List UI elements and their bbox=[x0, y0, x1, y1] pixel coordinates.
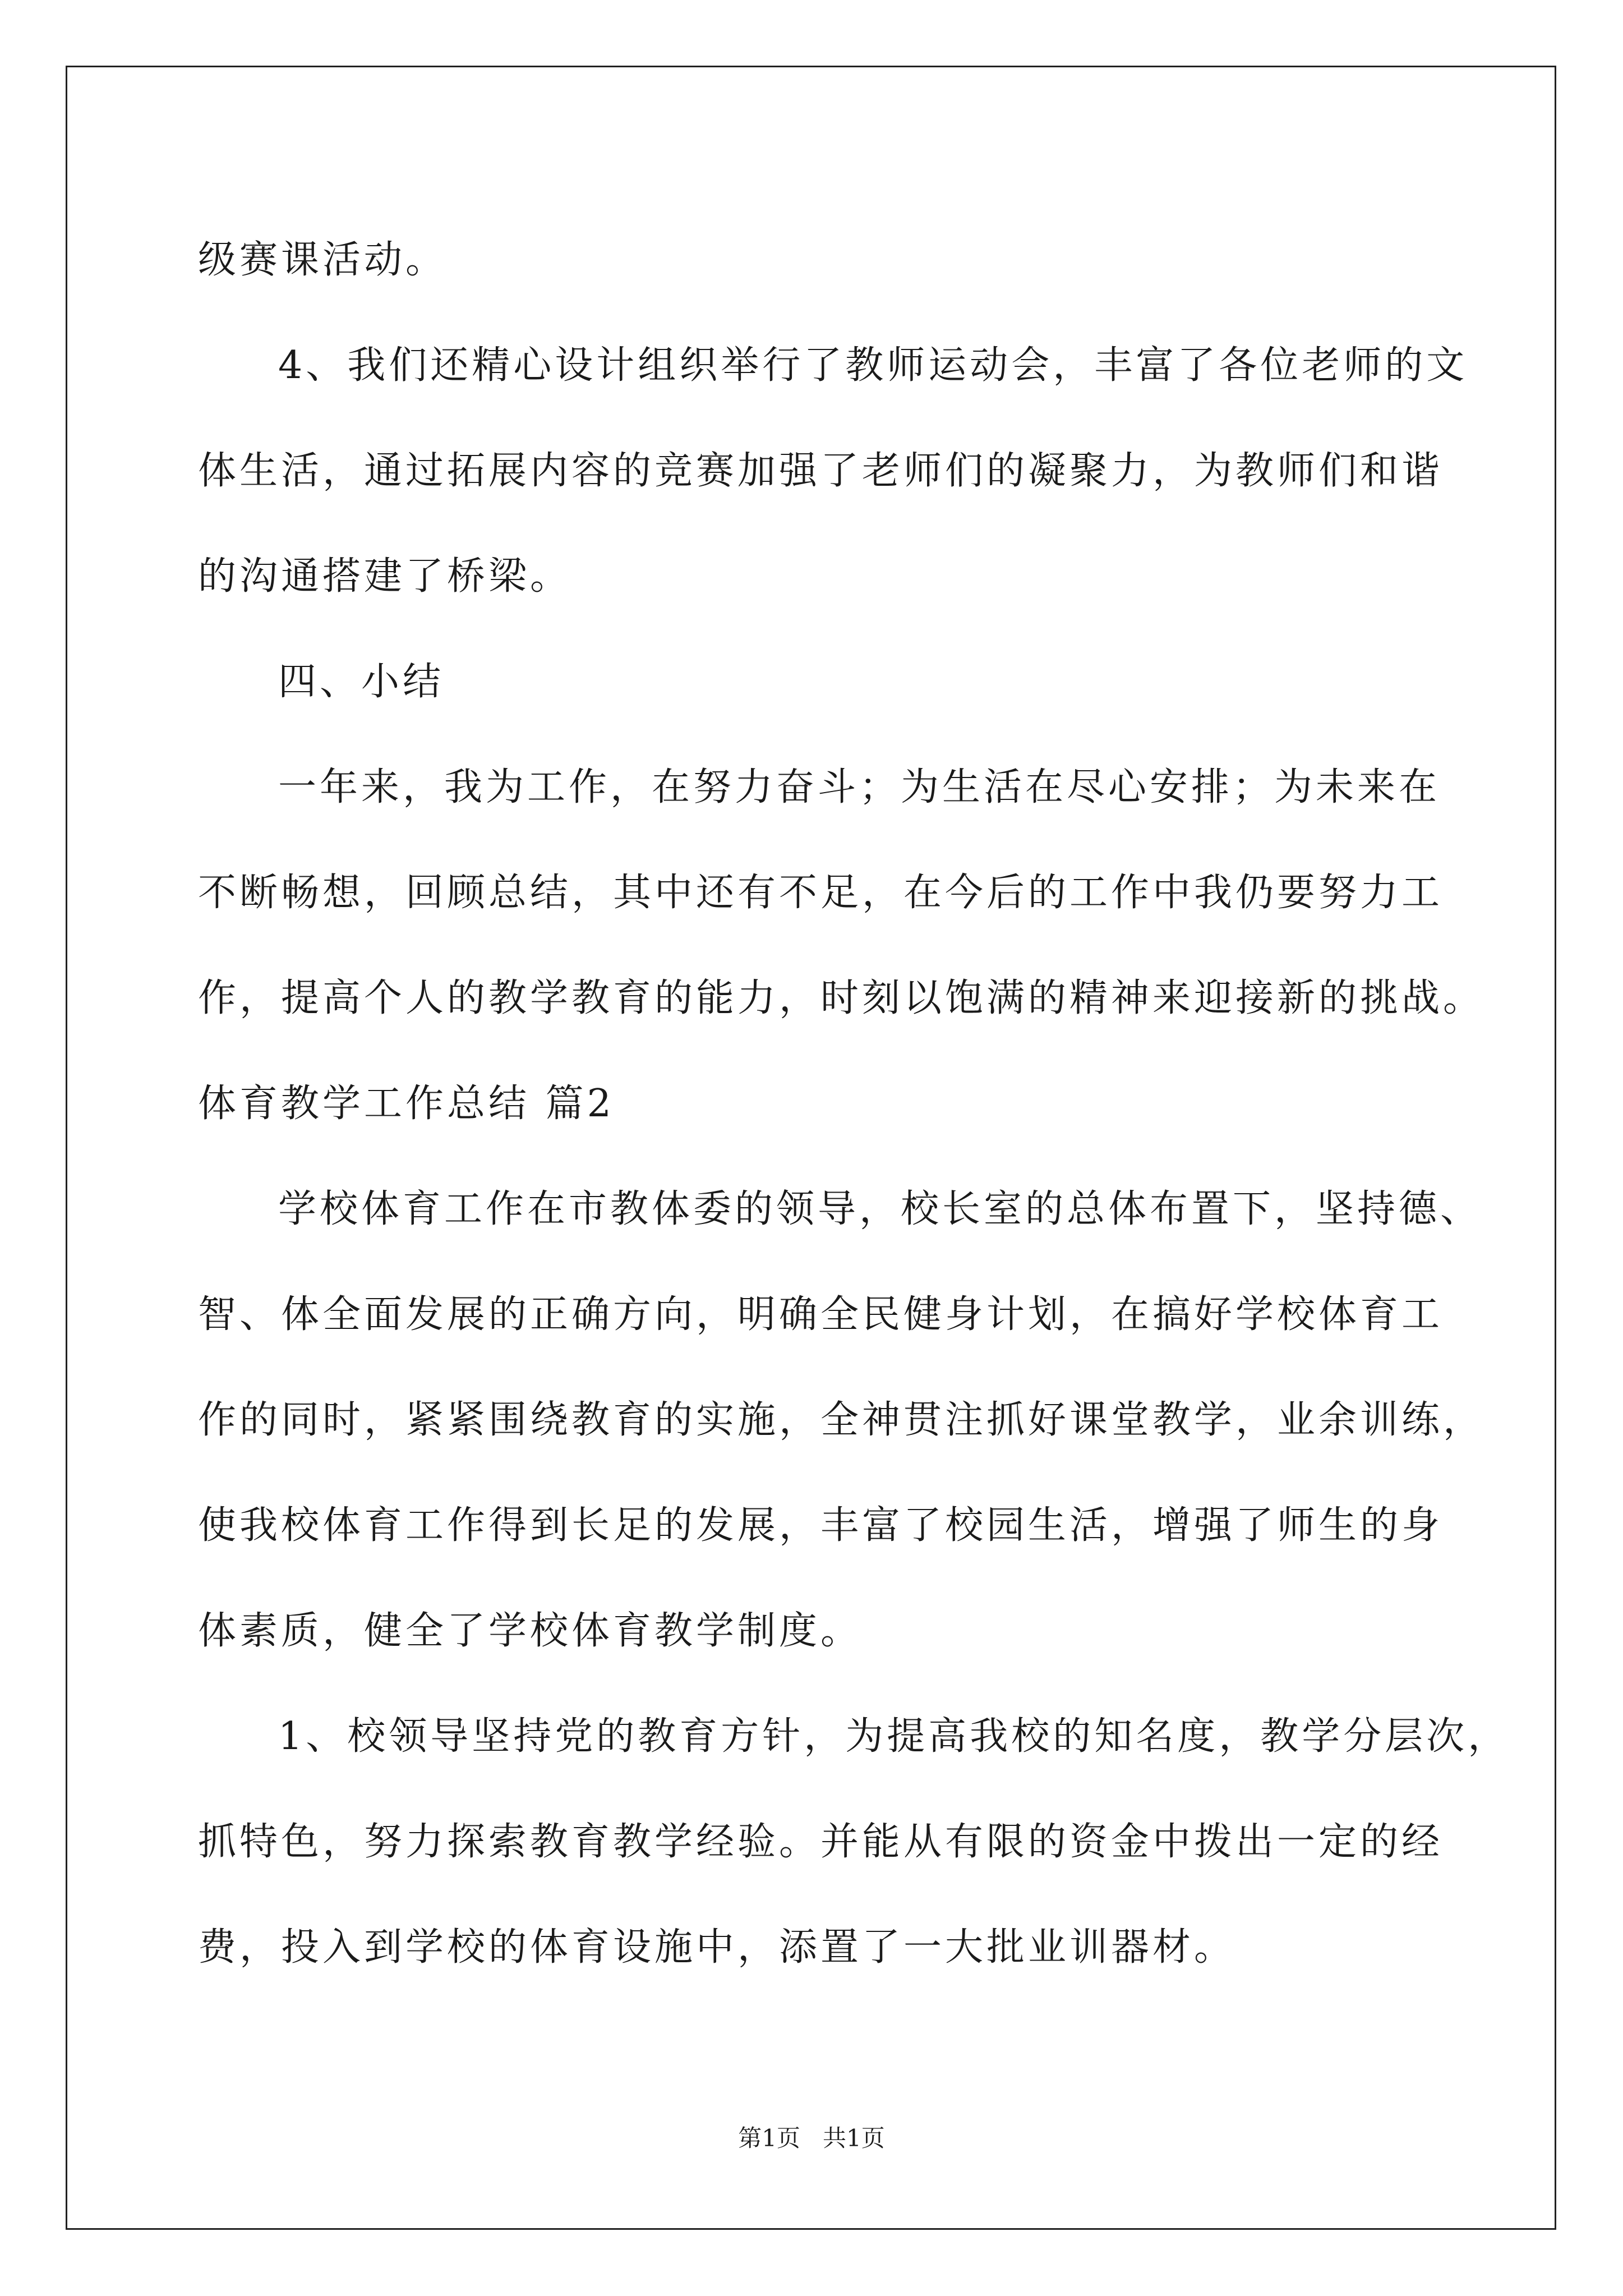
article-title: 体育教学工作总结 篇2 bbox=[198, 1082, 615, 1126]
text-line: 不断畅想，回顾总结，其中还有不足，在今后的工作中我仍要努力工 bbox=[198, 871, 1444, 915]
text-line: 作的同时，紧紧围绕教育的实施，全神贯注抓好课堂教学，业余训练， bbox=[198, 1398, 1485, 1442]
text-line: 费，投入到学校的体育设施中，添置了一大批业训器材。 bbox=[198, 1925, 1236, 1970]
text-line: 智、体全面发展的正确方向，明确全民健身计划，在搞好学校体育工 bbox=[198, 1292, 1444, 1337]
section-heading: 四、小结 bbox=[278, 660, 445, 704]
text-line: 体素质，健全了学校体育教学制度。 bbox=[198, 1609, 863, 1653]
text-line: 体生活，通过拓展内容的竞赛加强了老师们的凝聚力，为教师们和谐 bbox=[198, 449, 1444, 493]
text-line: 抓特色，努力探索教育教学经验。并能从有限的资金中拨出一定的经 bbox=[198, 1820, 1444, 1864]
text-line: 1、校领导坚持党的教育方针，为提高我校的知名度，教学分层次， bbox=[278, 1714, 1510, 1759]
text-line: 作，提高个人的教学教育的能力，时刻以饱满的精神来迎接新的挑战。 bbox=[198, 976, 1485, 1020]
text-line: 学校体育工作在市教体委的领导，校长室的总体布置下，坚持德、 bbox=[278, 1187, 1482, 1231]
page-footer: 第1页 共1页 bbox=[738, 2124, 885, 2152]
text-line: 使我校体育工作得到长足的发展，丰富了校园生活，增强了师生的身 bbox=[198, 1503, 1444, 1548]
text-line: 一年来，我为工作，在努力奋斗；为生活在尽心安排；为未来在 bbox=[278, 765, 1441, 809]
text-line: 4、我们还精心设计组织举行了教师运动会，丰富了各位老师的文 bbox=[278, 343, 1468, 388]
text-line: 级赛课活动。 bbox=[198, 238, 448, 282]
text-line: 的沟通搭建了桥梁。 bbox=[198, 554, 572, 599]
document-body bbox=[198, 208, 1510, 2000]
